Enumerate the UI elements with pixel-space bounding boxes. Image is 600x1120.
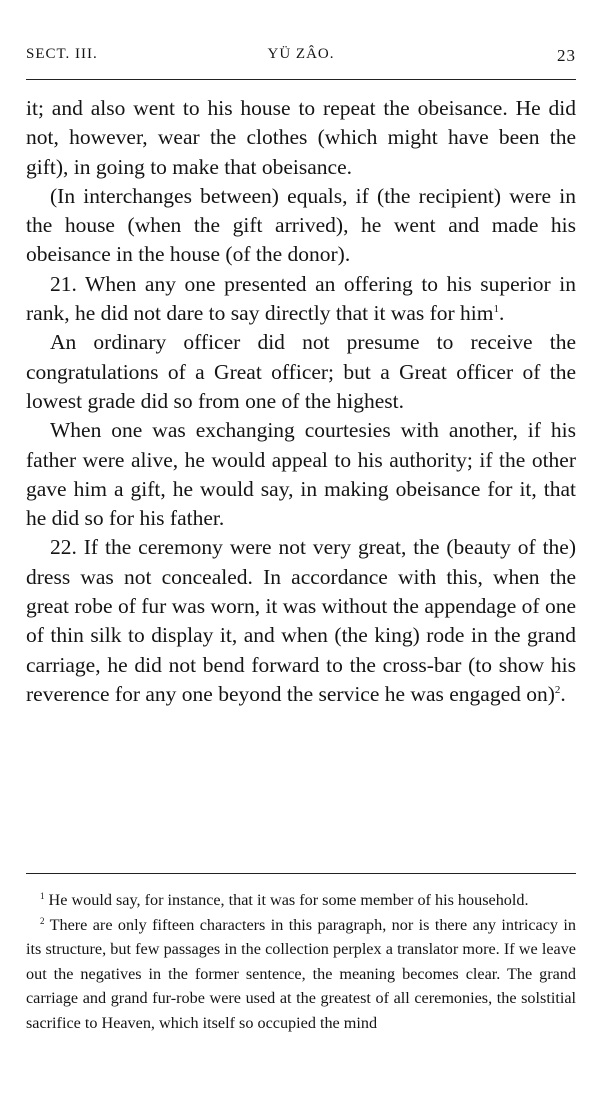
body-text [26, 94, 576, 709]
paragraph: When one was exchanging courtesies with another, if his father were alive, he would appeal to his authority; if the other gave him a gift, he would say, in making obeisance for it, that he did so for his father. [26, 418, 576, 531]
page-number: 23 [557, 46, 576, 65]
footnote-ref[interactable]: 2 [554, 683, 561, 696]
footnote-ref[interactable]: 1 [493, 303, 499, 316]
section-label: SECT. III. [26, 46, 98, 62]
footnote-mark: 2 [40, 915, 45, 926]
footnote-mark: 1 [40, 891, 45, 901]
paragraph: 22. If the ceremony were not very great, the (beauty of the) dress was not concealed. In accordance with this, when the great robe of fur was worn, it was without the appendage of one of thin silk to display it, and when (the king) rode in the grand carriage, he did not bend forward to the cross-bar (to show his reverence for any one beyond the service he was engaged on)$^2$. [26, 535, 576, 706]
book-title: YÜ ZÂO. [267, 46, 335, 62]
header-rule [26, 79, 576, 80]
footnote: $^1$ He would say, for instance, that it was for some member of his household. [40, 891, 529, 909]
paragraph: An ordinary officer did not presume to receive the congratulations of a Great officer; but a Great officer of the lowest grade did so from one of the highest. [26, 330, 576, 413]
paragraph: it; and also went to his house to repeat the obeisance. He did not, however, wear the clothes (which might have been the gift), in going to make that obeisance. [26, 96, 576, 179]
footnotes [26, 888, 576, 1036]
footnote-rule [26, 873, 576, 874]
running-head [26, 46, 576, 70]
paragraph: (In interchanges between) equals, if (the recipient) were in the house (when the gift arrived), he went and made his obeisance in the house (of the donor). [26, 183, 576, 267]
paragraph: 21. When any one presented an offering to his superior in rank, he did not dare to say directly that it was for him$^1$. [26, 271, 576, 326]
footnote: $^2$ There are only fifteen characters in this paragraph, nor is there any intricacy in its structure, but few passages in the collection perplex a translator more. If we leave out the negatives in the former sentence, the meaning becomes clear. The grand carriage and grand fur-robe were used at the greatest of all ceremonies, the solstitial sacrifice to Heaven, which itself so occupied the mind [26, 915, 576, 1032]
